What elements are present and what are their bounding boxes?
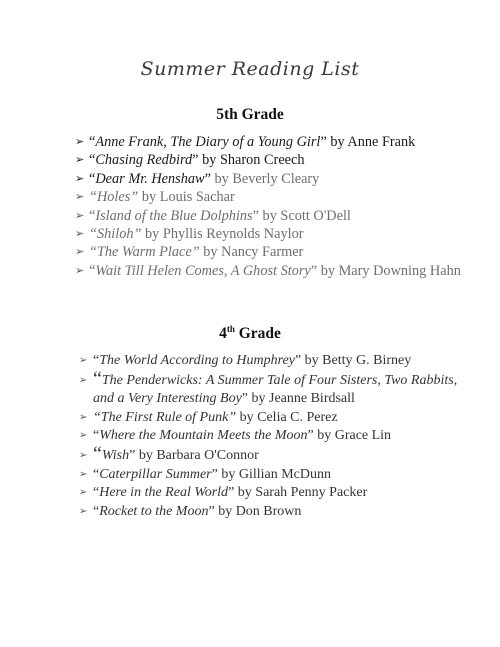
list-item: ➢ “Here in the Real World” by Sarah Penny Packer (79, 484, 469, 503)
book-title: Rocket to the Moon (99, 503, 209, 519)
arrow-bullet-icon: ➢ (79, 430, 88, 442)
arrow-bullet-icon: ➢ (79, 468, 88, 480)
book-title: “Holes” (89, 189, 139, 206)
book-title: The World According to Humphrey (99, 353, 295, 368)
book-title: Here in the Real World (99, 485, 229, 501)
arrow-bullet-icon: ➢ (79, 487, 88, 499)
book-author: by Don Brown (214, 503, 302, 519)
book-title: The Penderwicks: A Summer Tale of Four Sisters, Two Rabbits, and a Very Interesting Boy (93, 372, 458, 407)
arrow-bullet-icon: ➢ (75, 227, 85, 241)
book-author: by Beverly Cleary (210, 170, 320, 187)
arrow-bullet-icon: ➢ (75, 190, 85, 204)
list-item (75, 188, 465, 206)
arrow-bullet-icon: ➢ (75, 208, 85, 222)
book-author: by Nancy Farmer (199, 244, 304, 261)
list-item: ➢ “Island of the Blue Dolphins” by Scott O'Dell (75, 207, 351, 224)
book-author: by Phyllis Reynolds Naylor (141, 226, 304, 243)
book-author: by Jeanne Birdsall (248, 391, 355, 407)
arrow-bullet-icon: ➢ (79, 374, 88, 386)
arrow-bullet-icon: ➢ (75, 171, 85, 185)
arrow-bullet-icon: ➢ (75, 245, 85, 259)
arrow-bullet-icon: ➢ (79, 505, 88, 517)
book-author: by Sarah Penny Packer (234, 485, 368, 501)
book-author: by Louis Sachar (138, 189, 235, 206)
book-author: by Barbara O'Connor (135, 447, 259, 463)
grade4-book-list (79, 352, 469, 521)
book-title: Where the Mountain Meets the Moon (99, 428, 308, 444)
arrow-bullet-icon: ➢ (75, 263, 85, 277)
book-author: by Scott O'Dell (258, 207, 351, 224)
list-item: ➢ “Wish” by Barbara O'Connor (79, 442, 259, 465)
book-author: by Gillian McDunn (217, 466, 331, 482)
book-author: by Mary Downing Hahn (317, 262, 461, 279)
list-item: ➢ “Chasing Redbird” by Sharon Creech (75, 152, 305, 169)
grade5-heading: 5th Grade (216, 106, 284, 123)
book-author: by Anne Frank (326, 134, 416, 150)
book-title: “The First Rule of Punk” (93, 409, 237, 425)
arrow-bullet-icon: ➢ (79, 355, 88, 366)
book-title: Wish (101, 447, 130, 463)
page-title: Summer Reading List (140, 58, 360, 80)
grade4-heading: 4th Grade (219, 324, 281, 343)
book-author: by Grace Lin (313, 428, 392, 444)
book-title: Caterpillar Summer (99, 466, 212, 482)
book-title: Chasing Redbird (95, 152, 193, 169)
arrow-bullet-icon: ➢ (79, 449, 88, 461)
arrow-bullet-icon: ➢ (79, 411, 88, 423)
list-item: ➢ “Rocket to the Moon” by Don Brown (79, 503, 469, 522)
book-author: by Celia C. Perez (236, 409, 338, 425)
book-title: “Shiloh” (89, 226, 142, 243)
list-item: ➢ “The World According to Humphrey” by Betty G. Birney (79, 352, 469, 371)
list-item: ➢ “Dear Mr. Henshaw” by Beverly Cleary (75, 170, 320, 187)
book-author: by Sharon Creech (198, 152, 305, 169)
book-title: Island of the Blue Dolphins (95, 207, 253, 224)
list-item (75, 225, 465, 243)
arrow-bullet-icon: ➢ (75, 153, 85, 167)
list-item (79, 409, 469, 428)
book-author: by Betty G. Birney (301, 353, 412, 368)
list-item: ➢ “Anne Frank, The Diary of a Young Girl” by Anne Frank (75, 134, 416, 150)
book-title: Wait Till Helen Comes, A Ghost Story (95, 262, 311, 279)
list-item: ➢ “Wait Till Helen Comes, A Ghost Story” by Mary Downing Hahn (75, 262, 461, 279)
list-item: ➢ “Where the Mountain Meets the Moon” by Grace Lin (79, 427, 469, 446)
book-title: Dear Mr. Henshaw (95, 170, 205, 187)
list-item: ➢ “Caterpillar Summer” by Gillian McDunn (79, 466, 469, 485)
grade5-book-list (75, 133, 465, 280)
list-item: ➢ “The Penderwicks: A Summer Tale of Four Sisters, Two Rabbits, and a Very Interesting Boy” by Jeanne Birdsall (79, 367, 458, 407)
arrow-bullet-icon: ➢ (75, 135, 85, 148)
book-title: “The Warm Place” (89, 244, 200, 261)
list-item (75, 243, 465, 261)
book-title: Anne Frank, The Diary of a Young Girl (95, 134, 321, 150)
